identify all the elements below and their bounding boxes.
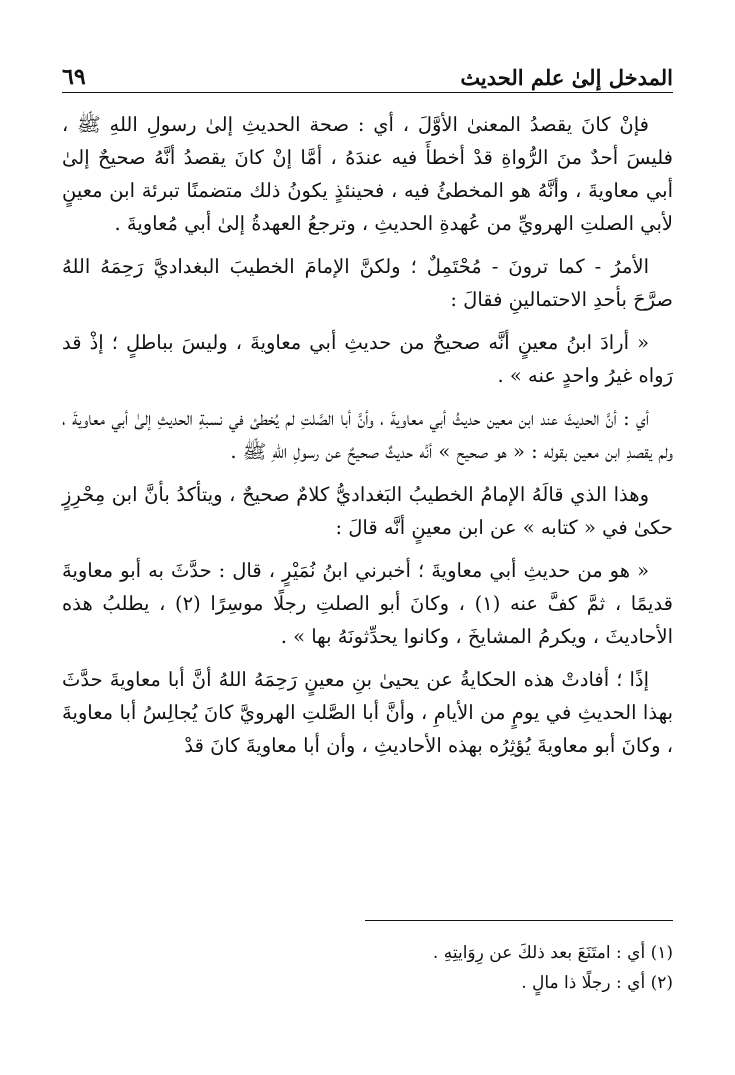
paragraph-7: إذًا ؛ أفادتْ هذه الحكايةُ عن يحيىٰ بنِ معينٍ رَحِمَهُ اللهُ أنَّ أبا معاويةَ حدَّثَ بهذا الحديثِ في يومٍ من الأيامِ ، وأنَّ أبا الصَّلتِ الهرويَّ كانَ يُجالِسُ أبا معاويةَ ، وكانَ أبو معاويةَ يُؤثِرُه بهذه الأحاديثِ ، وأن أبا معاويةَ كانَ قدْ bbox=[62, 668, 673, 757]
paragraph-1: فإنْ كانَ يقصدُ المعنىٰ الأوَّلَ ، أي : صحة الحديثِ إلىٰ رسولِ اللهِ ﷺ ، فليسَ أحدٌ منَ الرُّواةِ قدْ أخطأَ فيه عندَهُ ، أمَّا إنْ كانَ يقصدُ أنَّهُ صحيحٌ إلىٰ أبي معاويةَ ، وأنَّهُ هو المخطئُ فيه ، فحينئذٍ يكونُ ذلك متضمنًا تبرئة ابن معينٍ لأبي الصلتِ الهرويِّ من عُهدةِ الحديثِ ، وترجعُ العهدةُ إلىٰ أبي مُعاويةَ . bbox=[62, 113, 673, 235]
quote-ibn-muhriz: « هو من حديثِ أبي معاويةَ ؛ أخبرني ابنُ نُمَيْرٍ ، قال : حدَّثَ به أبو معاويةَ قديمًا ، ثمَّ كفَّ عنه (١) ، وكانَ أبو الصلتِ رجلًا موسِرًا (٢) ، يطلبُ هذه الأحاديثَ ، ويكرمُ المشايخَ ، وكانوا يحدِّثونَهُ بها » . bbox=[62, 559, 673, 648]
paragraph-4: أي : أنَّ الحديثَ عند ابن معين حديثُ أبي معاويةَ ، وأنَّ أبا الصَّلتِ لم يُخطئ في نسبةِ الحديثِ إلىٰ أبي معاويةَ ، ولم يقصدِ ابن معين بقوله : « هو صحيح » أنَّه حديثٌ صحيحٌ عن رسولِ اللهِ ﷺ . bbox=[62, 407, 673, 463]
footnote-rule bbox=[365, 920, 673, 921]
header-rule bbox=[62, 92, 673, 93]
footnotes bbox=[62, 938, 673, 998]
page-number: ٦٩ bbox=[62, 64, 86, 90]
quote-khatib: « أرادَ ابنُ معينٍ أنَّه صحيحٌ من حديثِ أبي معاويةَ ، وليسَ بباطلٍ ؛ إذْ قد رَواه غيرُ واحدٍ عنه » . bbox=[62, 331, 673, 387]
page-header bbox=[62, 52, 673, 90]
footnote-2: (٢) أي : رجلًا ذا مالٍ . bbox=[521, 973, 673, 993]
paragraph-5: وهذا الذي قالَهُ الإمامُ الخطيبُ البَغداديُّ كلامٌ صحيحٌ ، ويتأكدُ بأنَّ ابن مِحْرِزٍ حكىٰ في « كتابه » عن ابن معينٍ أنَّه قالَ : bbox=[62, 483, 673, 539]
main-text bbox=[62, 108, 673, 772]
running-title: المدخل إلىٰ علم الحديث bbox=[460, 65, 673, 90]
footnote-1: (١) أي : امتَنَعَ بعد ذلكَ عن رِوَايتِهِ . bbox=[432, 943, 673, 963]
paragraph-2: الأمرُ - كما ترونَ - مُحْتَمِلٌ ؛ ولكنَّ الإمامَ الخطيبَ البغداديَّ رَحِمَهُ اللهُ صرَّحَ بأحدِ الاحتمالينِ فقالَ : bbox=[62, 255, 673, 311]
